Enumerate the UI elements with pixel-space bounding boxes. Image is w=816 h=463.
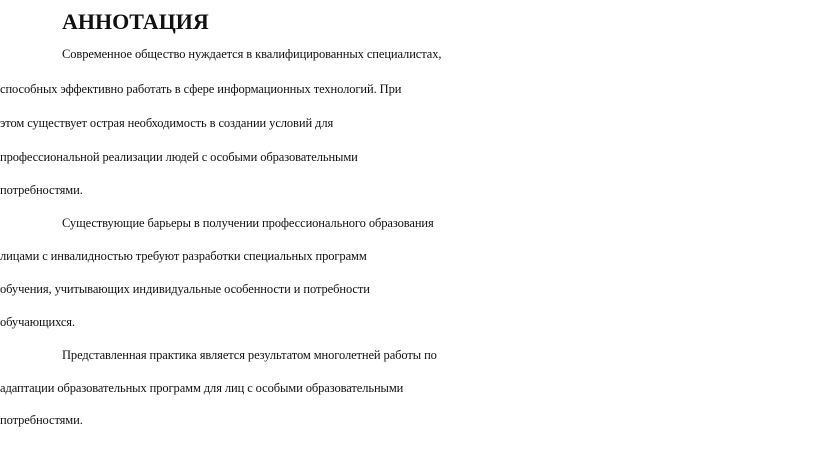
paragraph-line: обучения, учитывающих индивидуальные особенности и потребности [0,282,370,296]
paragraph-line: адаптации образовательных программ для лиц с особыми образовательными [0,381,404,395]
paragraph-line: лицами с инвалидностью требуют разработки специальных программ [0,249,367,263]
paragraph-line: Представленная практика является результатом многолетней работы по [62,348,437,362]
paragraph-line: обучающихся. [0,315,75,329]
document-title: АННОТАЦИЯ [62,9,209,34]
paragraph-line: этом существует острая необходимость в создании условий для [0,116,334,130]
paragraph-line: профессиональной реализации людей с особыми образовательными [0,150,358,164]
paragraph-line: потребностями. [0,413,83,427]
paragraph-line: способных эффективно работать в сфере информационных технологий. При [0,82,402,96]
paragraph-line: Существующие барьеры в получении профессионального образования [62,216,434,230]
paragraph-line: потребностями. [0,183,83,197]
paragraph-line: Современное общество нуждается в квалифицированных специалистах, [62,47,442,61]
